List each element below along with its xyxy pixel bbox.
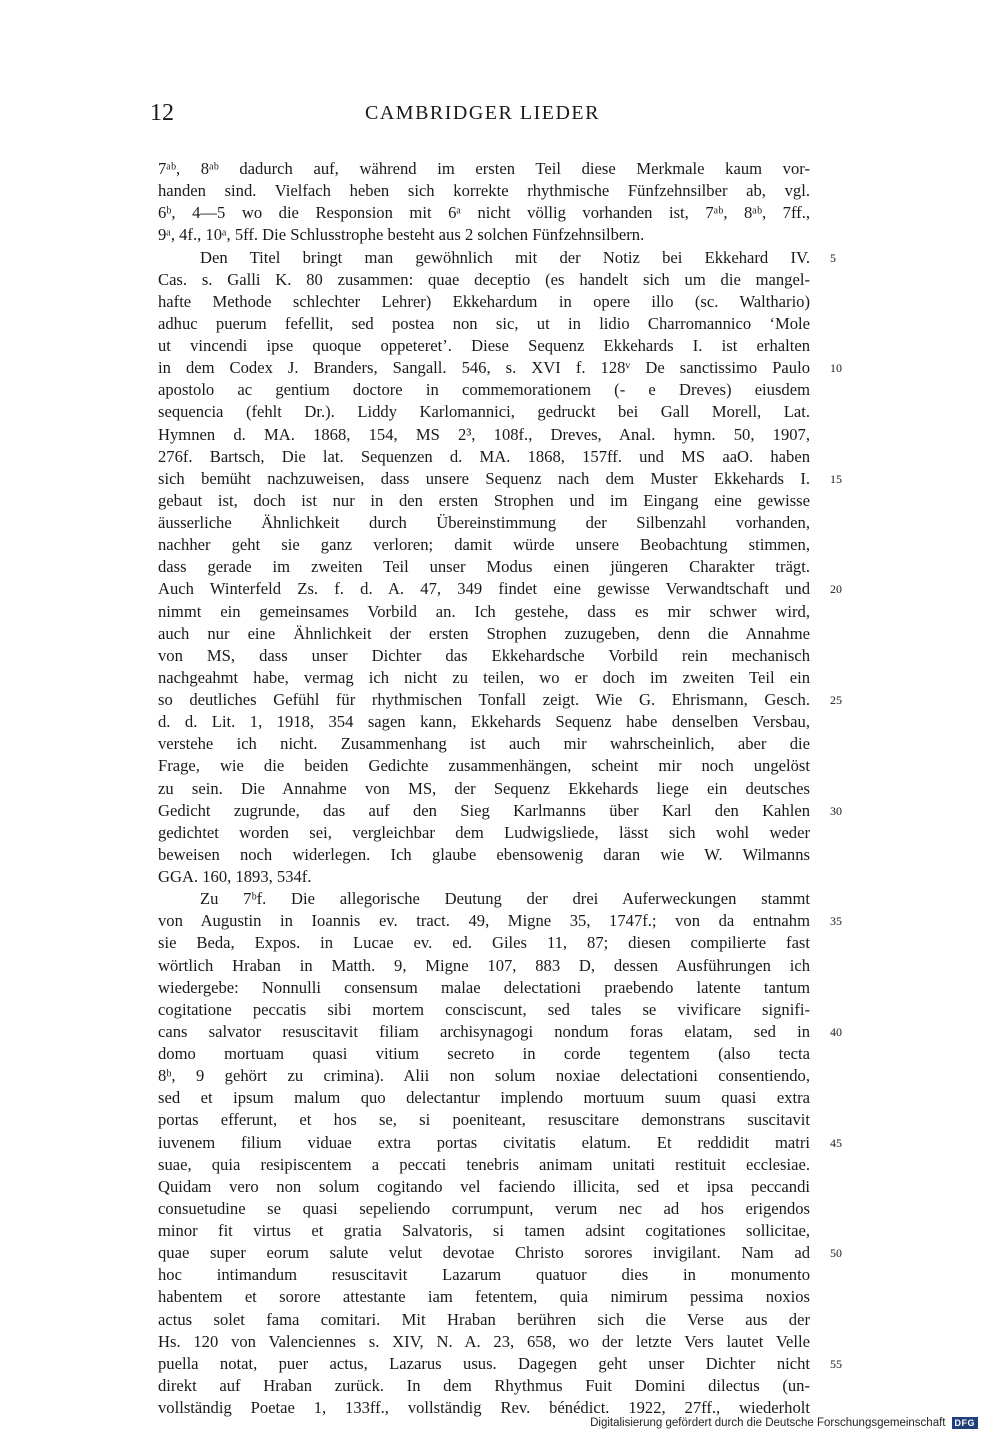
text-line: [158, 180, 810, 202]
text-line: [158, 379, 810, 401]
text-line: [158, 401, 810, 423]
line-text: Hs. 120 von Valenciennes s. XIV, N. A. 23, 658, wo der letzte Vers lautet Velle: [158, 1331, 810, 1351]
text-line: [158, 1397, 810, 1419]
line-text: verstehe ich nicht. Zusammenhang ist auch mir wahrscheinlich, aber die: [158, 734, 810, 754]
text-line: [158, 269, 810, 291]
text-line: [158, 623, 810, 645]
text-line: [158, 844, 810, 866]
text-line: [158, 910, 842, 932]
line-text: cans salvator resuscitavit filiam archisynagogi nondum foras elatam, sed in: [158, 1021, 810, 1041]
text-line: [158, 1109, 810, 1131]
line-text: Auch Winterfeld Zs. f. d. A. 47, 349 findet eine gewisse Verwandtschaft und: [158, 579, 810, 599]
line-text: Den Titel bringt man gewöhnlich mit der Notiz bei Ekkehard IV.: [200, 247, 810, 267]
line-number: 10: [830, 361, 842, 376]
line-number: 5: [830, 250, 836, 265]
text-line: [158, 1309, 810, 1331]
line-text: gedichtet worden sei, vergleichbar dem Ludwigsliede, lässt sich wohl weder: [158, 822, 810, 842]
line-text: handen sind. Vielfach heben sich korrekte rhythmische Fünfzehnsilber ab, vgl.: [158, 181, 810, 201]
text-line: [158, 999, 810, 1021]
line-text: ut vincendi ipse quoque oppeteret’. Diese Sequenz Ekkehards I. ist erhalten: [158, 336, 810, 355]
line-text: 9ᵃ, 4f., 10ᵃ, 5ff. Die Schlusstrophe besteht aus 2 solchen Fünfzehnsilbern.: [158, 225, 645, 245]
line-text: actus solet fama comitari. Mit Hraban berühren sich die Verse aus der: [158, 1309, 810, 1329]
line-text: nimmt ein gemeinsames Vorbild an. Ich gestehe, dass es mir schwer wird,: [158, 601, 810, 621]
line-text: Gedicht zugrunde, das auf den Sieg Karlmanns über Karl den Kahlen: [158, 800, 810, 820]
text-line: [158, 490, 810, 512]
line-text: consuetudine se quasi sepeliendo corrumpunt, verum nec ad hos erigendos: [158, 1198, 810, 1218]
text-line: [158, 1331, 810, 1353]
text-line: [158, 977, 810, 999]
line-text: 6ᵇ, 4—5 wo die Responsion mit 6ᵃ nicht völlig vorhanden ist, 7ᵃᵇ, 8ᵃᵇ, 7ff.,: [158, 203, 810, 223]
text-line: [158, 1375, 810, 1397]
text-line: [158, 1021, 842, 1043]
line-text: Zu 7ᵇf. Die allegorische Deutung der drei Auferweckungen stammt: [200, 889, 810, 909]
line-text: 7ᵃᵇ, 8ᵃᵇ dadurch auf, während im ersten Teil diese Merkmale kaum vor-: [158, 159, 810, 178]
text-line: [158, 1087, 810, 1109]
text-line: [158, 224, 810, 246]
line-text: Hymnen d. MA. 1868, 154, MS 2³, 108f., Dreves, Anal. hymn. 50, 1907,: [158, 424, 810, 444]
text-line: [158, 1065, 810, 1087]
line-number: 30: [830, 803, 842, 818]
line-text: wörtlich Hraban in Matth. 9, Migne 107, 883 D, dessen Ausführungen ich: [158, 955, 810, 975]
line-text: wiedergebe: Nonnulli consensum malae delectationi praebendo latente tantum: [158, 977, 810, 997]
line-number: 20: [830, 582, 842, 597]
text-line: [158, 932, 810, 954]
line-text: Cas. s. Galli K. 80 zusammen: quae deceptio (es handelt sich um die mangel-: [158, 269, 810, 289]
line-text: beweisen noch widerlegen. Ich glaube ebensowenig daran wie W. Wilmanns: [158, 844, 810, 864]
line-number: 50: [830, 1246, 842, 1261]
page-header: [150, 100, 815, 134]
text-line: [158, 1220, 810, 1242]
line-text: nachgeahmt habe, vermag ich nicht zu teilen, wo er doch im zweiten Teil ein: [158, 667, 810, 687]
text-line: [158, 468, 842, 490]
line-text: suae, quia resipiscentem a peccati tenebris animam unitati restituit ecclesiae.: [158, 1154, 810, 1174]
line-text: sequencia (fehlt Dr.). Liddy Karlomannici, gedruckt bei Gall Morell, Lat.: [158, 402, 810, 422]
line-text: hafte Methode schlechter Lehrer) Ekkehardum in opere illo (sc. Walthario): [158, 291, 810, 311]
line-text: vollständig Poetae 1, 133ff., vollständig Rev. bénédict. 1922, 27ff., wiederholt: [158, 1398, 810, 1417]
text-line: [158, 822, 810, 844]
text-line: [158, 645, 810, 667]
line-text: von MS, dass unser Dichter das Ekkehardsche Vorbild rein mechanisch: [158, 645, 810, 665]
line-text: von Augustin in Ioannis ev. tract. 49, Migne 35, 1747f.; von da entnahm: [158, 911, 810, 931]
text-line: [158, 800, 842, 822]
text-line: [158, 1154, 810, 1176]
text-line: [158, 446, 810, 468]
text-line: [158, 1176, 810, 1198]
text-line: [158, 512, 810, 534]
text-line: [158, 778, 810, 800]
page-number: 12: [150, 100, 174, 126]
line-text: gebaut ist, doch ist nur in den ersten Strophen und im Eingang eine gewisse: [158, 490, 810, 510]
line-text: d. d. Lit. 1, 1918, 354 sagen kann, Ekkehards Sequenz habe denselben Versbau,: [158, 712, 810, 732]
line-text: hoc intimandum resuscitavit Lazarum quatuor dies in monumento: [158, 1265, 810, 1285]
text-line: [158, 158, 810, 180]
line-text: Frage, wie die beiden Gedichte zusammenhängen, scheint mir noch ungelöst: [158, 756, 810, 776]
line-text: auch nur eine Ähnlichkeit der ersten Strophen zuzugeben, denn die Annahme: [158, 623, 810, 643]
body-text: [158, 158, 842, 1419]
text-line: [158, 247, 836, 269]
line-number: 40: [830, 1024, 842, 1039]
text-line: [158, 667, 810, 689]
line-text: adhuc puerum fefellit, sed postea non sic, ut in lidio Charromannico ‘Mole: [158, 313, 810, 333]
text-line: [158, 291, 810, 313]
line-text: puella notat, puer actus, Lazarus usus. Dagegen geht unser Dichter nicht: [158, 1353, 810, 1373]
line-text: sich bemüht nachzuweisen, dass unsere Sequenz nach dem Muster Ekkehards I.: [158, 468, 810, 488]
line-text: dass gerade im zweiten Teil unser Modus einen jüngeren Charakter trägt.: [158, 557, 810, 577]
line-text: sed et ipsum malum quo delectantur implendo mortuum suum quasi extra: [158, 1088, 810, 1108]
line-text: in dem Codex J. Branders, Sangall. 546, s. XVI f. 128ᵛ De sanctissimo Paulo: [158, 358, 810, 378]
line-text: quae super eorum salute velut devotae Christo sorores invigilant. Nam ad: [158, 1243, 810, 1263]
text-line: [158, 888, 810, 910]
line-number: 55: [830, 1356, 842, 1371]
text-line: [158, 1353, 842, 1375]
line-text: zu sein. Die Annahme von MS, der Sequenz Ekkehards liege ein deutsches: [158, 778, 810, 798]
line-text: sie Beda, Expos. in Lucae ev. ed. Giles 11, 87; diesen compilierte fast: [158, 933, 810, 953]
text-line: [158, 1043, 810, 1065]
line-number: 15: [830, 471, 842, 486]
running-title: CAMBRIDGER LIEDER: [365, 102, 600, 124]
dfg-logo: DFG: [952, 1417, 979, 1429]
text-line: [158, 1198, 810, 1220]
line-text: direkt auf Hraban zurück. In dem Rhythmus Fuit Domini dilectus (un-: [158, 1375, 810, 1395]
line-number: 45: [830, 1135, 842, 1150]
text-line: [158, 711, 810, 733]
line-text: GGA. 160, 1893, 534f.: [158, 867, 312, 886]
text-line: [158, 357, 842, 379]
text-line: [158, 866, 810, 888]
text-line: [158, 335, 810, 357]
line-text: nachher geht sie ganz verloren; damit würde unsere Beobachtung stimmen,: [158, 535, 810, 555]
text-line: [158, 578, 842, 600]
text-line: [158, 556, 810, 578]
text-line: [158, 1286, 810, 1308]
text-line: [158, 1242, 842, 1264]
line-text: äusserliche Ähnlichkeit durch Übereinstimmung der Silbenzahl vorhanden,: [158, 513, 810, 532]
line-number: 25: [830, 693, 842, 707]
text-line: [158, 1264, 810, 1286]
text-line: [158, 733, 810, 755]
text-line: [158, 424, 810, 446]
text-line: [158, 313, 810, 335]
footer-credit: Digitalisierung gefördert durch die Deutsche Forschungsgemeinschaft: [590, 1417, 946, 1429]
text-line: [158, 1132, 842, 1154]
line-number: 35: [830, 914, 842, 929]
text-line: [158, 755, 810, 777]
text-line: [158, 534, 810, 556]
line-text: 276f. Bartsch, Die lat. Sequenzen d. MA. 1868, 157ff. und MS aaO. haben: [158, 446, 810, 466]
line-text: 8ᵇ, 9 gehört zu crimina). Alii non solum noxiae delectationi consentiendo,: [158, 1066, 810, 1086]
line-text: Quidam vero non solum cogitando vel faciendo illicita, sed et ipsa peccandi: [158, 1176, 810, 1196]
line-text: cogitatione peccatis sibi mortem consciscunt, sed tales se vivificare signifi-: [158, 999, 810, 1019]
line-text: iuvenem filium viduae extra portas civitatis elatum. Et reddidit matri: [158, 1132, 810, 1152]
line-text: portas efferunt, et hos se, si poeniteant, resuscitare demonstrans suscitavit: [158, 1110, 810, 1130]
footer: [590, 1417, 978, 1429]
text-line: [158, 689, 842, 711]
text-line: [158, 202, 810, 224]
text-line: [158, 955, 810, 977]
text-line: [158, 601, 810, 623]
line-text: minor fit virtus et gratia Salvatoris, si tamen adsint cogitationes sollicitae,: [158, 1221, 810, 1240]
line-text: so deutliches Gefühl für rhythmischen Tonfall zeigt. Wie G. Ehrismann, Gesch.: [158, 690, 810, 709]
line-text: habentem et sorore attestante iam fetentem, quia nimirum pessima noxios: [158, 1287, 810, 1307]
line-text: apostolo ac gentium doctore in commemorationem (- e Dreves) eiusdem: [158, 380, 810, 400]
line-text: domo mortuam quasi vitium secreto in corde tegentem (also tecta: [158, 1044, 810, 1063]
